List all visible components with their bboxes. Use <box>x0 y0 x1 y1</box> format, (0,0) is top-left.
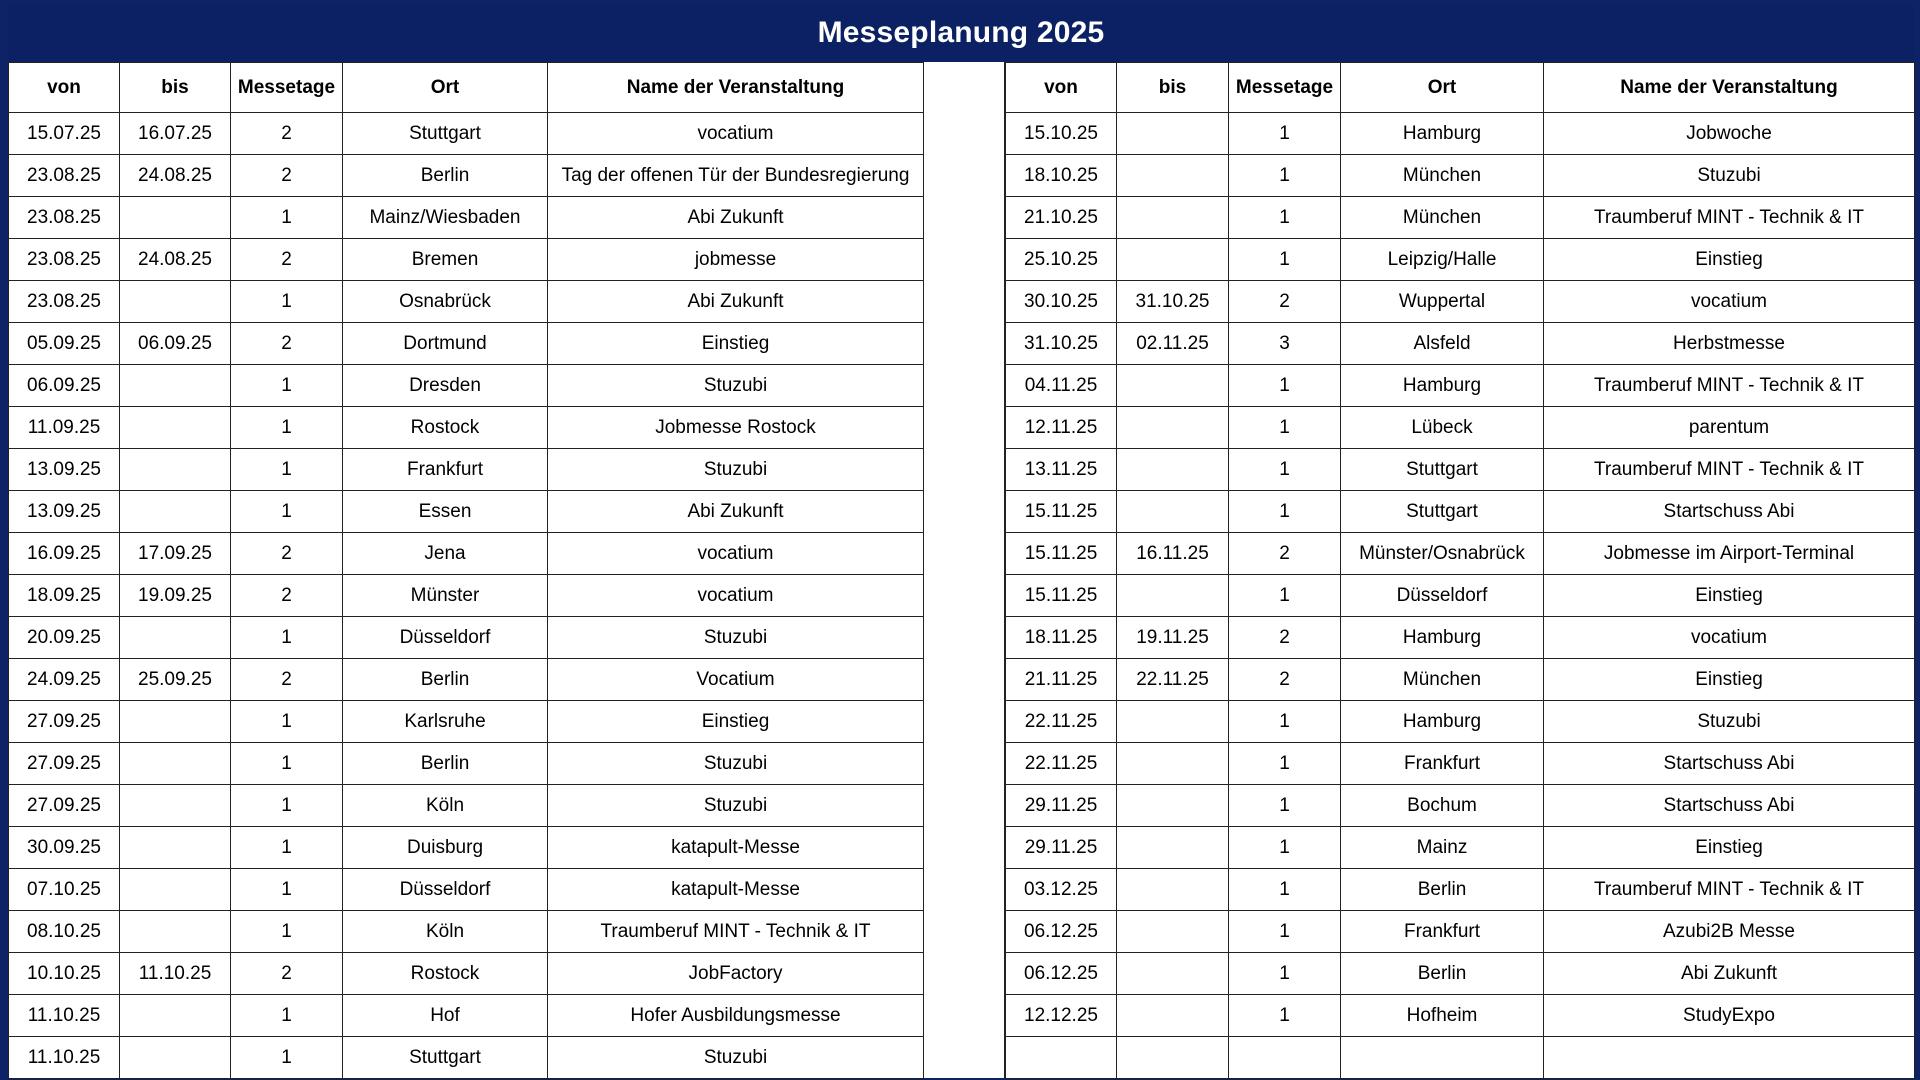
cell-von: 11.09.25 <box>9 407 120 449</box>
cell-bis <box>120 869 231 911</box>
table-row <box>9 953 924 995</box>
table-row <box>1006 575 1915 617</box>
table-row <box>1006 323 1915 365</box>
cell-messetage: 1 <box>231 365 343 407</box>
cell-veranstaltung: Jobmesse Rostock <box>548 407 924 449</box>
table-row <box>9 617 924 659</box>
cell-veranstaltung: katapult-Messe <box>548 869 924 911</box>
cell-bis <box>1117 239 1229 281</box>
table-row <box>1006 785 1915 827</box>
cell-bis <box>120 197 231 239</box>
table-row <box>9 197 924 239</box>
cell-von: 27.09.25 <box>9 785 120 827</box>
table-row <box>1006 449 1915 491</box>
cell-messetage: 2 <box>1229 281 1341 323</box>
table-row <box>9 533 924 575</box>
column-header-von: von <box>1006 63 1117 113</box>
cell-veranstaltung: vocatium <box>1544 281 1915 323</box>
cell-veranstaltung: Stuzubi <box>548 365 924 407</box>
cell-von: 15.11.25 <box>1006 491 1117 533</box>
cell-veranstaltung: Startschuss Abi <box>1544 491 1915 533</box>
table-row <box>9 155 924 197</box>
cell-ort: Wuppertal <box>1341 281 1544 323</box>
cell-ort: Frankfurt <box>343 449 548 491</box>
cell-bis <box>1117 869 1229 911</box>
cell-messetage: 1 <box>1229 575 1341 617</box>
cell-ort: Bremen <box>343 239 548 281</box>
cell-messetage: 1 <box>231 197 343 239</box>
table-row <box>1006 953 1915 995</box>
cell-von: 11.10.25 <box>9 1037 120 1079</box>
cell-bis <box>1117 911 1229 953</box>
cell-von: 11.10.25 <box>9 995 120 1037</box>
cell-ort: Jena <box>343 533 548 575</box>
cell-messetage <box>1229 1037 1341 1079</box>
cell-bis: 06.09.25 <box>120 323 231 365</box>
table-row <box>1006 239 1915 281</box>
column-header-veranstaltung: Name der Veranstaltung <box>1544 63 1915 113</box>
table-row <box>9 491 924 533</box>
cell-bis <box>120 1037 231 1079</box>
table-row <box>1006 701 1915 743</box>
cell-messetage: 2 <box>1229 617 1341 659</box>
cell-bis <box>1117 365 1229 407</box>
cell-messetage: 1 <box>231 407 343 449</box>
table-row <box>9 869 924 911</box>
cell-messetage: 1 <box>1229 113 1341 155</box>
table-row <box>9 113 924 155</box>
page-title: Messeplanung 2025 <box>8 4 1914 62</box>
cell-veranstaltung: Einstieg <box>1544 239 1915 281</box>
table-row <box>1006 491 1915 533</box>
cell-von: 30.10.25 <box>1006 281 1117 323</box>
table-row <box>9 995 924 1037</box>
cell-veranstaltung: JobFactory <box>548 953 924 995</box>
table-body-right <box>1006 113 1915 1079</box>
cell-ort: Düsseldorf <box>343 869 548 911</box>
cell-von: 30.09.25 <box>9 827 120 869</box>
cell-bis <box>1117 743 1229 785</box>
cell-messetage: 1 <box>1229 407 1341 449</box>
column-header-bis: bis <box>120 63 231 113</box>
cell-messetage: 2 <box>231 239 343 281</box>
cell-veranstaltung: katapult-Messe <box>548 827 924 869</box>
cell-messetage: 2 <box>1229 533 1341 575</box>
cell-messetage: 1 <box>1229 701 1341 743</box>
cell-ort: Hamburg <box>1341 365 1544 407</box>
cell-von: 21.11.25 <box>1006 659 1117 701</box>
cell-veranstaltung: Stuzubi <box>548 1037 924 1079</box>
table-row <box>1006 617 1915 659</box>
column-header-veranstaltung: Name der Veranstaltung <box>548 63 924 113</box>
cell-messetage: 2 <box>231 323 343 365</box>
cell-bis <box>1117 575 1229 617</box>
cell-veranstaltung: Herbstmesse <box>1544 323 1915 365</box>
cell-bis <box>120 701 231 743</box>
cell-messetage: 1 <box>1229 827 1341 869</box>
cell-von: 15.07.25 <box>9 113 120 155</box>
cell-ort: München <box>1341 659 1544 701</box>
cell-ort: Osnabrück <box>343 281 548 323</box>
column-header-messetage: Messetage <box>1229 63 1341 113</box>
cell-messetage: 1 <box>231 449 343 491</box>
cell-ort <box>1341 1037 1544 1079</box>
table-row <box>1006 281 1915 323</box>
cell-ort: Lübeck <box>1341 407 1544 449</box>
cell-veranstaltung: Traumberuf MINT - Technik & IT <box>1544 197 1915 239</box>
cell-bis: 02.11.25 <box>1117 323 1229 365</box>
column-gap <box>923 62 1005 1078</box>
table-row <box>9 785 924 827</box>
cell-von: 18.09.25 <box>9 575 120 617</box>
cell-bis <box>1117 407 1229 449</box>
cell-messetage: 1 <box>1229 785 1341 827</box>
cell-veranstaltung: Stuzubi <box>548 785 924 827</box>
cell-messetage: 1 <box>231 869 343 911</box>
cell-veranstaltung: Stuzubi <box>548 449 924 491</box>
cell-bis <box>1117 449 1229 491</box>
cell-messetage: 1 <box>1229 869 1341 911</box>
cell-bis: 11.10.25 <box>120 953 231 995</box>
cell-veranstaltung: Startschuss Abi <box>1544 743 1915 785</box>
cell-von: 16.09.25 <box>9 533 120 575</box>
cell-bis: 19.11.25 <box>1117 617 1229 659</box>
cell-von: 18.10.25 <box>1006 155 1117 197</box>
cell-ort: Düsseldorf <box>1341 575 1544 617</box>
cell-von: 23.08.25 <box>9 197 120 239</box>
cell-veranstaltung: Jobmesse im Airport-Terminal <box>1544 533 1915 575</box>
cell-messetage: 2 <box>1229 659 1341 701</box>
cell-ort: München <box>1341 155 1544 197</box>
cell-bis <box>1117 1037 1229 1079</box>
cell-veranstaltung: parentum <box>1544 407 1915 449</box>
cell-messetage: 1 <box>231 785 343 827</box>
cell-veranstaltung: Tag der offenen Tür der Bundesregierung <box>548 155 924 197</box>
table-row <box>1006 155 1915 197</box>
cell-von: 22.11.25 <box>1006 701 1117 743</box>
cell-von: 13.09.25 <box>9 491 120 533</box>
cell-von: 18.11.25 <box>1006 617 1117 659</box>
table-left-panel <box>8 62 923 1078</box>
cell-ort: Köln <box>343 911 548 953</box>
cell-ort: Hamburg <box>1341 113 1544 155</box>
cell-von: 29.11.25 <box>1006 785 1117 827</box>
cell-bis <box>120 449 231 491</box>
table-row <box>1006 365 1915 407</box>
cell-bis: 31.10.25 <box>1117 281 1229 323</box>
cell-von: 03.12.25 <box>1006 869 1117 911</box>
cell-von: 13.09.25 <box>9 449 120 491</box>
cell-von: 22.11.25 <box>1006 743 1117 785</box>
cell-ort: Mainz <box>1341 827 1544 869</box>
cell-von: 23.08.25 <box>9 281 120 323</box>
column-header-ort: Ort <box>343 63 548 113</box>
cell-von: 24.09.25 <box>9 659 120 701</box>
cell-messetage: 1 <box>231 281 343 323</box>
cell-bis <box>120 407 231 449</box>
cell-ort: Karlsruhe <box>343 701 548 743</box>
cell-veranstaltung: Startschuss Abi <box>1544 785 1915 827</box>
cell-von: 21.10.25 <box>1006 197 1117 239</box>
cell-veranstaltung: Einstieg <box>1544 827 1915 869</box>
table-row <box>9 407 924 449</box>
cell-messetage: 3 <box>1229 323 1341 365</box>
table-row <box>9 659 924 701</box>
cell-von: 15.11.25 <box>1006 533 1117 575</box>
cell-veranstaltung: jobmesse <box>548 239 924 281</box>
cell-ort: Berlin <box>343 659 548 701</box>
cell-bis <box>1117 491 1229 533</box>
table-row <box>9 239 924 281</box>
cell-messetage: 2 <box>231 155 343 197</box>
cell-veranstaltung: Einstieg <box>548 701 924 743</box>
cell-bis: 22.11.25 <box>1117 659 1229 701</box>
cell-bis <box>120 743 231 785</box>
cell-messetage: 1 <box>1229 365 1341 407</box>
cell-messetage: 1 <box>1229 911 1341 953</box>
cell-von: 29.11.25 <box>1006 827 1117 869</box>
cell-bis: 16.07.25 <box>120 113 231 155</box>
cell-ort: Leipzig/Halle <box>1341 239 1544 281</box>
cell-von: 13.11.25 <box>1006 449 1117 491</box>
cell-von: 27.09.25 <box>9 701 120 743</box>
table-row <box>9 743 924 785</box>
header-row <box>1006 63 1915 113</box>
cell-bis: 24.08.25 <box>120 239 231 281</box>
cell-von: 23.08.25 <box>9 239 120 281</box>
cell-veranstaltung: Abi Zukunft <box>548 281 924 323</box>
cell-messetage: 1 <box>1229 995 1341 1037</box>
cell-veranstaltung: Azubi2B Messe <box>1544 911 1915 953</box>
table-row <box>9 323 924 365</box>
cell-messetage: 2 <box>231 953 343 995</box>
cell-messetage: 1 <box>231 995 343 1037</box>
cell-messetage: 1 <box>231 1037 343 1079</box>
cell-veranstaltung: Abi Zukunft <box>1544 953 1915 995</box>
table-row <box>1006 743 1915 785</box>
cell-messetage: 2 <box>231 113 343 155</box>
table-row <box>1006 1037 1915 1079</box>
cell-ort: Düsseldorf <box>343 617 548 659</box>
cell-bis <box>1117 827 1229 869</box>
cell-veranstaltung: vocatium <box>548 113 924 155</box>
cell-bis <box>1117 701 1229 743</box>
cell-ort: Stuttgart <box>1341 491 1544 533</box>
cell-ort: Stuttgart <box>1341 449 1544 491</box>
table-right-panel <box>1005 62 1914 1078</box>
cell-von: 10.10.25 <box>9 953 120 995</box>
table-row <box>1006 407 1915 449</box>
table-row <box>9 365 924 407</box>
cell-von: 04.11.25 <box>1006 365 1117 407</box>
table-row <box>9 449 924 491</box>
cell-veranstaltung: Abi Zukunft <box>548 491 924 533</box>
cell-messetage: 1 <box>1229 155 1341 197</box>
cell-messetage: 1 <box>1229 449 1341 491</box>
cell-ort: Dresden <box>343 365 548 407</box>
cell-veranstaltung: vocatium <box>548 533 924 575</box>
cell-von: 12.12.25 <box>1006 995 1117 1037</box>
cell-ort: Berlin <box>343 155 548 197</box>
cell-veranstaltung: Abi Zukunft <box>548 197 924 239</box>
cell-ort: Hamburg <box>1341 617 1544 659</box>
cell-bis <box>1117 197 1229 239</box>
cell-bis: 16.11.25 <box>1117 533 1229 575</box>
cell-messetage: 1 <box>231 617 343 659</box>
cell-ort: Bochum <box>1341 785 1544 827</box>
cell-veranstaltung: Traumberuf MINT - Technik & IT <box>1544 449 1915 491</box>
cell-bis <box>1117 155 1229 197</box>
cell-veranstaltung: vocatium <box>548 575 924 617</box>
cell-ort: Dortmund <box>343 323 548 365</box>
cell-ort: Köln <box>343 785 548 827</box>
cell-von: 23.08.25 <box>9 155 120 197</box>
cell-ort: Berlin <box>343 743 548 785</box>
cell-ort: Berlin <box>1341 869 1544 911</box>
cell-bis <box>1117 995 1229 1037</box>
cell-veranstaltung: Traumberuf MINT - Technik & IT <box>548 911 924 953</box>
cell-veranstaltung: Stuzubi <box>1544 701 1915 743</box>
cell-ort: Duisburg <box>343 827 548 869</box>
table-row <box>9 701 924 743</box>
cell-bis <box>120 995 231 1037</box>
cell-messetage: 1 <box>1229 491 1341 533</box>
cell-ort: Mainz/Wiesbaden <box>343 197 548 239</box>
cell-ort: Münster/Osnabrück <box>1341 533 1544 575</box>
cell-bis <box>120 281 231 323</box>
cell-veranstaltung: Stuzubi <box>548 617 924 659</box>
column-header-ort: Ort <box>1341 63 1544 113</box>
cell-messetage: 2 <box>231 659 343 701</box>
cell-von: 15.10.25 <box>1006 113 1117 155</box>
table-row <box>9 281 924 323</box>
cell-veranstaltung: Traumberuf MINT - Technik & IT <box>1544 869 1915 911</box>
cell-messetage: 1 <box>231 743 343 785</box>
cell-bis: 25.09.25 <box>120 659 231 701</box>
cell-bis <box>120 827 231 869</box>
cell-bis <box>1117 953 1229 995</box>
cell-veranstaltung: vocatium <box>1544 617 1915 659</box>
cell-von: 06.09.25 <box>9 365 120 407</box>
cell-messetage: 1 <box>231 827 343 869</box>
cell-ort: Stuttgart <box>343 1037 548 1079</box>
cell-von: 06.12.25 <box>1006 911 1117 953</box>
table-row <box>9 1037 924 1079</box>
cell-ort: Hamburg <box>1341 701 1544 743</box>
cell-ort: Rostock <box>343 407 548 449</box>
cell-messetage: 1 <box>231 701 343 743</box>
cell-veranstaltung: Einstieg <box>1544 659 1915 701</box>
column-header-bis: bis <box>1117 63 1229 113</box>
cell-von: 31.10.25 <box>1006 323 1117 365</box>
cell-veranstaltung: Jobwoche <box>1544 113 1915 155</box>
table-body-left <box>9 113 924 1079</box>
column-header-messetage: Messetage <box>231 63 343 113</box>
cell-veranstaltung: Einstieg <box>548 323 924 365</box>
cell-von: 05.09.25 <box>9 323 120 365</box>
cell-ort: Münster <box>343 575 548 617</box>
cell-messetage: 1 <box>1229 743 1341 785</box>
table-row <box>1006 113 1915 155</box>
table-row <box>1006 197 1915 239</box>
cell-messetage: 1 <box>1229 197 1341 239</box>
cell-ort: Rostock <box>343 953 548 995</box>
cell-ort: Alsfeld <box>1341 323 1544 365</box>
column-header-von: von <box>9 63 120 113</box>
cell-veranstaltung: Vocatium <box>548 659 924 701</box>
cell-von: 25.10.25 <box>1006 239 1117 281</box>
cell-ort: Berlin <box>1341 953 1544 995</box>
cell-von: 07.10.25 <box>9 869 120 911</box>
cell-von <box>1006 1037 1117 1079</box>
cell-veranstaltung <box>1544 1037 1915 1079</box>
cell-messetage: 1 <box>231 491 343 533</box>
cell-veranstaltung: Hofer Ausbildungsmesse <box>548 995 924 1037</box>
cell-veranstaltung: Stuzubi <box>548 743 924 785</box>
cell-messetage: 1 <box>1229 953 1341 995</box>
cell-ort: Essen <box>343 491 548 533</box>
table-row <box>9 827 924 869</box>
event-table-left <box>8 62 924 1079</box>
cell-messetage: 1 <box>1229 239 1341 281</box>
table-row <box>1006 869 1915 911</box>
cell-veranstaltung: Stuzubi <box>1544 155 1915 197</box>
cell-von: 06.12.25 <box>1006 953 1117 995</box>
cell-von: 15.11.25 <box>1006 575 1117 617</box>
table-row <box>9 911 924 953</box>
cell-bis <box>1117 785 1229 827</box>
cell-bis: 17.09.25 <box>120 533 231 575</box>
cell-veranstaltung: Traumberuf MINT - Technik & IT <box>1544 365 1915 407</box>
cell-ort: Stuttgart <box>343 113 548 155</box>
cell-ort: Hof <box>343 995 548 1037</box>
cell-veranstaltung: Einstieg <box>1544 575 1915 617</box>
table-row <box>9 575 924 617</box>
cell-bis <box>120 617 231 659</box>
cell-von: 20.09.25 <box>9 617 120 659</box>
cell-messetage: 1 <box>231 911 343 953</box>
cell-von: 27.09.25 <box>9 743 120 785</box>
cell-messetage: 2 <box>231 533 343 575</box>
table-row <box>1006 533 1915 575</box>
cell-ort: Hofheim <box>1341 995 1544 1037</box>
cell-ort: München <box>1341 197 1544 239</box>
cell-bis <box>120 911 231 953</box>
table-row <box>1006 827 1915 869</box>
header-row <box>9 63 924 113</box>
cell-bis <box>120 365 231 407</box>
cell-bis: 19.09.25 <box>120 575 231 617</box>
cell-messetage: 2 <box>231 575 343 617</box>
cell-veranstaltung: StudyExpo <box>1544 995 1915 1037</box>
cell-bis <box>120 785 231 827</box>
cell-von: 12.11.25 <box>1006 407 1117 449</box>
cell-von: 08.10.25 <box>9 911 120 953</box>
table-row <box>1006 911 1915 953</box>
cell-bis <box>1117 113 1229 155</box>
table-row <box>1006 995 1915 1037</box>
table-row <box>1006 659 1915 701</box>
cell-bis <box>120 491 231 533</box>
cell-ort: Frankfurt <box>1341 911 1544 953</box>
event-table-right <box>1005 62 1915 1079</box>
cell-ort: Frankfurt <box>1341 743 1544 785</box>
cell-bis: 24.08.25 <box>120 155 231 197</box>
